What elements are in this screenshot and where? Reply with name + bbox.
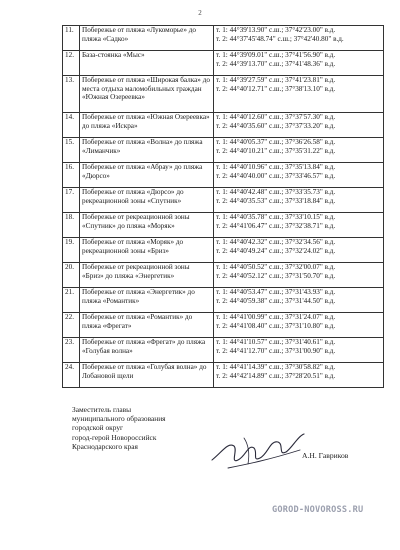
table-row: [63, 113, 384, 138]
row-coordinates: [214, 288, 384, 313]
row-coordinates: [214, 188, 384, 213]
row-number: 17.: [63, 188, 80, 213]
row-number: 24.: [63, 363, 80, 388]
row-description: [80, 26, 214, 51]
location-description: Побережье от пляжа «Широкая балка» до места отдыха маломобильных граждан «Южная Озереевка»: [82, 76, 210, 102]
coordinate-point-1: т. 1: 44°40'12.60" с.ш.; 37°37'57.30" в.д.: [216, 113, 336, 121]
row-number: 18.: [63, 213, 80, 238]
row-number: 22.: [63, 313, 80, 338]
table-row: [63, 163, 384, 188]
coordinate-point-1: т. 1: 44°40'35.78" с.ш.; 37°33'10.15" в.д.: [216, 213, 336, 221]
coordinate-point-1: т. 1: 44°39'27.59" с.ш.; 37°41'23.81" в.д.: [216, 76, 336, 84]
row-number: 19.: [63, 238, 80, 263]
row-description: [80, 76, 214, 113]
row-description: [80, 163, 214, 188]
row-description: [80, 313, 214, 338]
coordinate-point-2: т. 2: 44°41'08.40" с.ш.; 37°31'10.80" в.д.: [216, 321, 336, 330]
row-coordinates: [214, 76, 384, 113]
coordinate-point-1: т. 1: 44°40'10.96" с.ш.; 37°35'13.84" в.д.: [216, 163, 336, 171]
table-row: [63, 288, 384, 313]
location-description: Побережье от пляжа «Моряк» до рекреационной зоны «Бриз»: [82, 238, 184, 255]
coordinate-point-2: т. 2: 44°37'45'48.74" с.ш.; 37°42'40.80" в.д.: [216, 34, 344, 43]
table-row: [63, 51, 384, 76]
location-description: Побережье от рекреационной зоны «Бриз» до пляжа «Энергетик»: [82, 263, 190, 280]
signatory-title-line: Краснодарского края: [72, 441, 138, 451]
coordinate-point-2: т. 2: 44°40'49.24" с.ш.; 37°32'24.02" в.д.: [216, 246, 336, 255]
row-number: 14.: [63, 113, 80, 138]
row-number: 15.: [63, 138, 80, 163]
row-coordinates: [214, 363, 384, 388]
signatory-title-line: Заместитель главы: [72, 405, 132, 414]
table-row: [63, 238, 384, 263]
table-row: [63, 138, 384, 163]
row-coordinates: [214, 263, 384, 288]
location-description: Побережье от пляжа «Фрегат» до пляжа «Голубая волна»: [82, 338, 206, 355]
handwritten-signature: [208, 430, 308, 476]
row-number: 21.: [63, 288, 80, 313]
coordinate-point-2: т. 2: 44°39'13.70" с.ш.; 37°41'48.36" в.д.: [216, 59, 336, 68]
row-description: [80, 213, 214, 238]
row-coordinates: [214, 338, 384, 363]
coordinate-point-1: т. 1: 44°41'14.39" с.ш.; 37°30'58.82" в.д.: [216, 363, 336, 371]
coordinate-point-1: т. 1: 44°40'42.48" с.ш.; 37°33'35.73" в.д.: [216, 188, 336, 196]
coordinate-point-2: т. 2: 44°40'12.71" с.ш.; 37°38'13.10" в.д.: [216, 84, 336, 93]
page-number: 2: [198, 9, 202, 17]
location-description: База-стоянка «Мыс»: [82, 51, 145, 59]
table-row: [63, 263, 384, 288]
coordinate-point-2: т. 2: 44°40'52.12" с.ш.; 37°31'50.70" в.д.: [216, 271, 336, 280]
coordinate-point-2: т. 2: 44°42'14.89" с.ш.; 37°28'20.51" в.д.: [216, 371, 336, 380]
location-description: Побережье от пляжа «Романтик» до пляжа «Фрегат»: [82, 313, 193, 330]
coordinate-point-1: т. 1: 44°39'09.01" с.ш.; 37°41'56.90" в.д.: [216, 51, 336, 59]
location-description: Побережье от пляжа «Волна» до пляжа «Лиманчик»: [82, 138, 203, 155]
location-description: Побережье от пляжа «Лукоморье» до пляжа «Садко»: [82, 26, 196, 43]
signatory-title: [72, 405, 166, 451]
row-number: 13.: [63, 76, 80, 113]
row-description: [80, 51, 214, 76]
location-description: Побережье от рекреационной зоны «Спутник» до пляжа «Моряк»: [82, 213, 190, 230]
row-number: 20.: [63, 263, 80, 288]
row-description: [80, 188, 214, 213]
row-number: 11.: [63, 26, 80, 51]
row-number: 23.: [63, 338, 80, 363]
coordinate-point-1: т. 1: 44°40'42.32" с.ш.; 37°32'34.56" в.д.: [216, 238, 336, 246]
coordinate-point-1: т. 1: 44°40'05.37" с.ш.; 37°36'26.58" в.д.: [216, 138, 336, 146]
location-description: Побережье от пляжа «Абрау» до пляжа «Дюрсо»: [82, 163, 203, 180]
table-row: [63, 76, 384, 113]
row-description: [80, 238, 214, 263]
row-description: [80, 113, 214, 138]
table-row: [63, 363, 384, 388]
signatory-title-line: городской округ: [72, 423, 124, 433]
row-coordinates: [214, 113, 384, 138]
location-description: Побережье от пляжа «Голубая волна» до Лобановой щели: [82, 363, 207, 380]
signer-name: А.Н. Гавриков: [302, 451, 349, 460]
row-description: [80, 288, 214, 313]
location-description: Побережье от пляжа «Дюрсо» до рекреационной зоны «Спутник»: [82, 188, 184, 205]
row-description: [80, 263, 214, 288]
row-number: 12.: [63, 51, 80, 76]
location-description: Побережье от пляжа «Энергетик» до пляжа «Романтик»: [82, 288, 195, 305]
location-description: Побережье от пляжа «Южная Озереевка» до пляжа «Искра»: [82, 113, 210, 130]
row-description: [80, 138, 214, 163]
signatory-title-line: муниципального образования: [72, 414, 166, 424]
coordinate-point-1: т. 1: 44°40'50.52" с.ш.; 37°32'00.07" в.д.: [216, 263, 336, 271]
site-watermark: GOROD-NOVOROSS.RU: [272, 505, 364, 515]
coordinate-point-1: т. 1: 44°40'53.47" с.ш.; 37°31'43.93" в.д.: [216, 288, 336, 296]
row-coordinates: [214, 26, 384, 51]
row-coordinates: [214, 138, 384, 163]
coordinate-point-2: т. 2: 44°40'40.00" с.ш.; 37°33'46.57" в.д.: [216, 171, 336, 180]
table-row: [63, 338, 384, 363]
coordinate-point-2: т. 2: 44°40'10.21" с.ш.; 37°35'31.22" в.д.: [216, 146, 336, 155]
coordinate-point-2: т. 2: 44°40'59.38" с.ш.; 37°31'44.50" в.д.: [216, 296, 336, 305]
coordinate-point-1: т. 1: 44°41'10.57" с.ш.; 37°31'40.61" в.д.: [216, 338, 336, 346]
row-coordinates: [214, 51, 384, 76]
table-row: [63, 313, 384, 338]
row-coordinates: [214, 163, 384, 188]
coordinate-point-2: т. 2: 44°40'35.60" с.ш.; 37°37'33.20" в.д.: [216, 121, 336, 130]
table-row: [63, 188, 384, 213]
signatory-title-line: город-герой Новороссийск: [72, 432, 157, 442]
coordinate-point-2: т. 2: 44°41'12.70" с.ш.; 37°31'00.90" в.д.: [216, 346, 336, 355]
coordinate-point-2: т. 2: 44°40'35.53" с.ш.; 37°33'18.84" в.д.: [216, 196, 336, 205]
beach-coordinates-table: [62, 25, 384, 388]
row-number: 16.: [63, 163, 80, 188]
row-coordinates: [214, 238, 384, 263]
coordinate-point-1: т. 1: 44°39'13.90" с.ш.; 37°42'23.00" в.д.: [216, 26, 336, 34]
row-coordinates: [214, 313, 384, 338]
coordinate-point-2: т. 2: 44°41'06.47" с.ш.; 37°32'38.71" в.д.: [216, 221, 336, 230]
row-description: [80, 338, 214, 363]
row-description: [80, 363, 214, 388]
row-coordinates: [214, 213, 384, 238]
table-row: [63, 26, 384, 51]
table-row: [63, 213, 384, 238]
coordinate-point-1: т. 1: 44°41'00.99" с.ш.; 37°31'24.07" в.д.: [216, 313, 336, 321]
